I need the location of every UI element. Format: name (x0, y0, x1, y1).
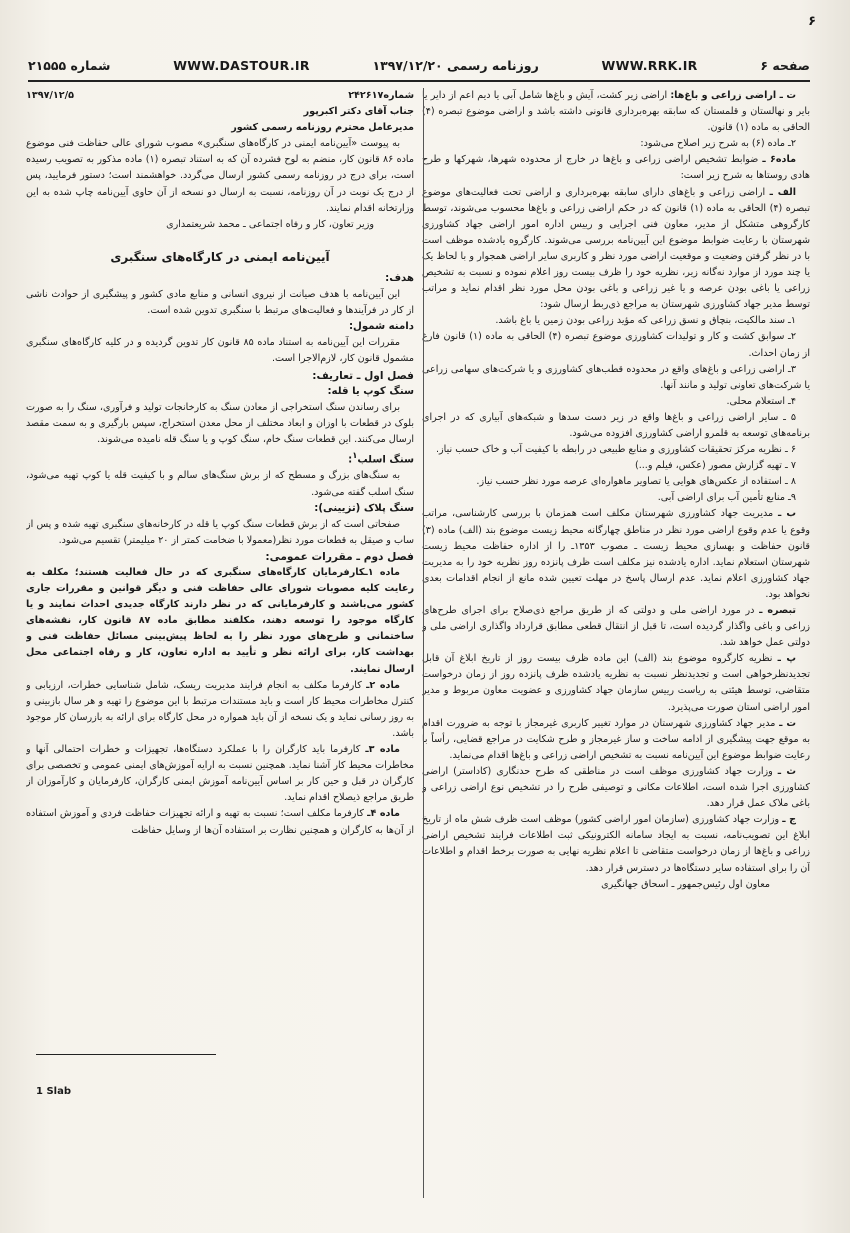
list-item: ۷ ـ تهیه گزارش مصور (عکس، فیلم و...) (634, 460, 796, 472)
footnote-marker: ۱ (352, 450, 358, 461)
right-column (422, 88, 810, 1208)
article-lead: ماده ۲ـ (366, 679, 400, 691)
paragraph-text: نظریه کارگروه موضوع بند (الف) این ماده ظرف بیست روز از تاریخ ابلاغ آن قابل تجدیدنظرخواهی است و تجدیدنظر نسبت به نظریه یادشده ظرف پانزده روز از زمان درخواست متقاضی، توسط هیئتی به ریاست رییس سازمان جهاد کشاورزی و عضویت معاون مربوط و مدیر امور اراضی استان صورت می‌پذیرد. (422, 653, 810, 713)
list-item: ۹ـ منابع تأمین آب برای اراضی آبی. (657, 492, 796, 504)
list-item: ۲ـ سوابق کشت و کار و تولیدات کشاورزی موضوع تبصره (۴) الحاقی به ماده (۱) قانون فارغ از زمان احداث. (422, 331, 810, 359)
corner-mark: ۶ (808, 14, 816, 29)
paragraph: ۲ـ ماده (۶) به شرح زیر اصلاح می‌شود: (640, 138, 796, 150)
paragraph-text: مدیریت جهاد کشاورزی شهرستان مکلف است همزمان با بررسی کارشناسی، مراتب وقوع یا عدم وقوع اراضی مورد نظر در مناطق چهارگانه محیط زیست موضوع بند (الف) ماده (۳) قانون حفاظت و بهسازی محیط زیست ـ مصوب ۱۳۵۳ـ را از اداره حفاظت محیط زیست شهرستان استعلام نماید. اداره یادشده نیز مکلف است ظرف پانزده روز نظریه خود را به مدیریت جهاد کشاورزی اعلام نماید. عدم ارسال پاسخ در مهلت تعیین شده مانع از انجام اقدامات بعدی نخواهد بود. (422, 508, 810, 600)
paragraph (422, 603, 810, 651)
paragraph (422, 88, 810, 136)
paragraph-lead: ت ـ (779, 717, 796, 729)
addressee-title: مدیرعامل محترم روزنامه رسمی کشور (231, 122, 414, 134)
document-title: آیین‌نامه ایمنی در کارگاه‌های سنگبری (110, 249, 330, 264)
paragraph (422, 764, 810, 812)
issue-number: شماره ۲۱۵۵۵ (28, 57, 111, 73)
page-number: صفحه ۶ (760, 57, 810, 73)
letter-date: ۱۳۹۷/۱۲/۵ (26, 90, 74, 101)
article-text: کارفرما مکلف به انجام فرایند مدیریت ریسک، شامل شناسایی خطرات، ارزیابی و کنترل مخاطرات محیط کار است و باید مستندات مرتبط با این موضوع را تهیه و هر سال بازبینی و به روز رسانی نماید و یک نسخه از آن باید همواره در محل کارگاه برای ارائه به بازرسان کار موجود باشد. (26, 679, 414, 739)
header-rule (28, 80, 810, 82)
article (26, 806, 414, 838)
paragraph-text: اراضی زیر کشت، آیش و باغ‌ها شامل آبی یا دیم اعم از دایر یا بایر و نهالستان و قلمستان که سابقه بهره‌برداری قانونی داشته باشد و اراضی موضوع تبصره (۴) الحاقی به ماده (۱) قانون. (422, 90, 810, 134)
article (26, 742, 414, 806)
paragraph (422, 506, 810, 603)
article (26, 565, 414, 678)
column-divider (423, 88, 424, 1198)
paragraph-lead: ث ـ (777, 765, 796, 777)
minister-signature: وزیر تعاون، کار و رفاه اجتماعی ـ محمد شریعتمداری (166, 218, 374, 230)
article-text: کارفرمایان کارگاه‌های سنگبری که در حال فعالیت هستند؛ مکلف به رعایت کلیه مصوبات شورای عالی حفاظت فنی و دیگر قوانین و مقررات جاری کشور می‌باشند و کارفرمایانی که در نظر دارند کارگاه جدیدی احداث نمایند و یا کارگاه موجود را توسعه دهند، مکلفند مطابق ماده ۸۷ قانون کار، نقشه‌های ساختمانی و طرح‌های مورد نظر را به لحاظ پیش‌بینی مسائل حفاظت فنی و بهداشت کار، برای ارائه نظر و تأیید به اداره تعاون، کار و رفاه اجتماعی محل ارسال نمایند. (26, 567, 414, 675)
section-heading: سنگ کوپ یا قله: (327, 385, 414, 397)
paragraph: به سنگ‌های بزرگ و مسطح که از برش سنگ‌های سالم و با کیفیت قله یا کوپ تهیه می‌شود، سنگ اسلب گفته می‌شود. (26, 470, 414, 498)
cover-letter-text: به پیوست «آیین‌نامه ایمنی در کارگاه‌های سنگبری» مصوب شورای عالی حفاظت فنی موضوع ماده ۸۶ قانون کار، منضم به لوح فشرده آن که به استناد تبصره (۱) ماده مذکور به تصویب رسیده است، برای درج در روزنامه رسمی کشور ارسال می‌گردد. خواهشمند است؛ دستور فرمایید، پس از درج یک نوبت در آن روزنامه، نسبت به ارسال دو نسخه از آن حاوی آیین‌نامه چاپ شده به این وزارتخانه اقدام نمایند. (26, 138, 414, 214)
letter-ref-row (26, 88, 414, 104)
site-url-left: WWW.DASTOUR.IR (173, 57, 310, 73)
list-item: ۸ ـ استفاده از عکس‌های هوایی یا تصاویر ماهواره‌ای عرصه مورد نظر حسب نیاز. (476, 476, 796, 488)
section-heading (26, 448, 414, 468)
addressee: جناب آقای دکتر اکبرپور (303, 106, 414, 118)
paragraph-text: مدیر جهاد کشاورزی شهرستان در موارد تغییر کاربری غیرمجاز با توجه به ضرورت اقدام به موقع جهت پیشگیری از ادامه ساخت و ساز غیرمجاز و طرح شکایت در مراجع قضایی، رأساً با رعایت ضوابط موضوع این آیین‌نامه نسبت به تشخیص اراضی زراعی و باغ‌ها اقدام می‌نماید. (422, 717, 810, 761)
article-text: کارفرما باید کارگران را با عملکرد دستگاه‌ها، تجهیزات و خطرات احتمالی آنها و مخاطرات محیط کار آشنا نماید. همچنین نسبت به ارایه آموزش‌های ایمنی عمومی و تخصصی برای کارگران در قبل و حین کار بر اساس آیین‌نامه آموزش ایمنی کارگران، کارفرمایان و کارآموزان از طریق مراجع ذیصلاح اقدام نماید. (26, 744, 414, 804)
left-column (26, 88, 414, 1208)
paragraph-lead: ج ـ (782, 814, 796, 826)
heading-text: سنگ اسلب (357, 454, 414, 466)
signature: معاون اول رئیس‌جمهور ـ اسحاق جهانگیری (601, 878, 770, 890)
paragraph-lead: ت ـ اراضی زراعی و باغ‌ها: (670, 90, 796, 101)
site-url-right: WWW.RRK.IR (601, 57, 698, 73)
paragraph-text: وزارت جهاد کشاورزی (سازمان امور اراضی کشور) موظف است ظرف شش ماه از تاریخ ابلاغ این تصویب‌نامه، نسبت به ایجاد سامانه الکترونیکی ثبت اطلاعات فرایند تشخیص اراضی زراعی و باغ‌ها از زمان درخواست متقاضی تا اعلام نظریه نهایی به صورت برخط اقدام و اطلاعات آن را برای استفاده سایر دستگاه‌ها در دسترس قرار دهد. (422, 814, 810, 874)
list-item: ۱ـ سند مالکیت، بنچاق و نسق زراعی که مؤید زراعی بودن زمین یا باغ باشد. (495, 315, 796, 327)
page-header (28, 52, 810, 78)
footnote-rule (36, 1054, 216, 1055)
paragraph-lead: الف ـ (769, 186, 797, 198)
gazette-date: روزنامه رسمی ۱۳۹۷/۱۲/۲۰ (372, 57, 539, 73)
article-text: کارفرما مکلف است؛ نسبت به تهیه و ارائه تجهیزات حفاظت فردی و آموزش استفاده از آن‌ها به کارگران و همچنین نظارت بر استفاده آن‌ها از وسایل حفاظت (26, 808, 414, 836)
paragraph-text: اراضی زراعی و باغ‌های دارای سابقه بهره‌برداری و اراضی تحت فعالیت‌های موضوع تبصره (۴) الحاقی به ماده (۱) قانون که در حکم اراضی زراعی و باغ‌ها محسوب می‌شوند، توسط کارگروهی متشکل از مدیر، معاون فنی اجرایی و رییس اداره امور اراضی جهاد کشاورزی شهرستان با رعایت ضوابط موضوع این آیین‌نامه بررسی می‌شوند. کارگروه یادشده موظف است با در نظر گرفتن وضعیت و موقعیت اراضی مورد نظر و کاربری سایر اراضی همجوار و با لحاظ یک یا چند مورد از موارد نه‌گانه زیر، نظریه خود را ظرف بیست روز اعلام نموده و نسبت به تشخیص زراعی یا باغی بودن عرصه و یا غیر زراعی و باغی بودن محل مورد نظر اقدام نماید و مراتب توسط مدیر جهاد کشاورزی شهرستان به مراجع ذی‌ربط ارسال شود: (422, 186, 810, 311)
paragraph (422, 812, 810, 876)
paragraph-lead: ب ـ (777, 508, 797, 520)
paragraph: این آیین‌نامه با هدف صیانت از نیروی انسانی و منابع مادی کشور و پیشگیری از حوادث ناشی از کار در فرآیندها و فعالیت‌های مرتبط با سنگبری تدوین شده است. (26, 289, 414, 317)
paragraph-text: وزارت جهاد کشاورزی موظف است در مناطقی که طرح حدنگاری (کاداستر) اراضی کشاورزی اجرا شده است، اطلاعات مکانی و توصیفی طرح را در تشخیص نوع اراضی زراعی و باغی ملاک عمل قرار دهد. (422, 765, 810, 810)
paragraph-text: در مورد اراضی ملی و دولتی که از طریق مراجع ذی‌صلاح برای اجرای طرح‌های زراعی و باغی واگذار گردیده است، تا قبل از انتقال قطعی مطابق قرارداد واگذاری اراضی ملی و دولتی عمل خواهد شد. (422, 605, 810, 649)
paragraph (422, 185, 810, 314)
article-lead: ماده ۳ـ (365, 744, 400, 756)
heading-colon: : (348, 454, 353, 466)
section-heading: هدف: (385, 272, 414, 284)
letter-number: شماره۲۴۲۶۱۷ (348, 90, 414, 101)
list-item: ۴ـ استعلام محلی. (726, 395, 796, 407)
paragraph-lead: تبصره ـ (759, 605, 796, 616)
section-heading: دامنه شمول: (348, 321, 414, 333)
footnote: 1 Slab (36, 1086, 71, 1097)
article-lead: ماده ۱ـ (364, 567, 400, 579)
list-item: ۶ ـ نظریه مرکز تحقیقات کشاورزی و منابع طبیعی در رابطه با کیفیت آب و خاک حسب نیاز. (435, 444, 796, 456)
list-item: ۳ـ اراضی زراعی و باغ‌های واقع در محدوده قطب‌های کشاورزی و یا شرکت‌های سهامی زراعی یا شرکت‌های تعاونی تولید و مانند آنها. (422, 363, 810, 391)
paragraph-lead: پ ـ (777, 653, 796, 665)
paragraph (422, 651, 810, 715)
paragraph: مقررات این آیین‌نامه به استناد ماده ۸۵ قانون کار تدوین گردیده و در کلیه کارگاه‌های سنگبری مشمول قانون کار، لازم‌الاجرا است. (26, 337, 414, 365)
paragraph-text: ضوابط تشخیص اراضی زراعی و باغ‌ها در خارج از محدوده شهرها، شهرکها و طرح هادی روستاها به شرح زیر است: (422, 154, 810, 182)
paragraph (422, 152, 810, 184)
chapter-heading: فصل دوم ـ مقررات عمومی: (265, 550, 414, 563)
paragraph-lead: ماده۶ ـ (762, 154, 797, 166)
list-item: ۵ ـ سایر اراضی زراعی و باغ‌ها واقع در زیر دست سدها و شبکه‌های آبیاری که در اجرای برنامه‌های توسعه به قلمرو اراضی کشاورزی افزوده می‌شود. (422, 411, 810, 439)
section-heading: سنگ پلاک (تزیینی): (314, 502, 414, 514)
chapter-heading: فصل اول ـ تعاریف: (312, 369, 414, 382)
article (26, 678, 414, 742)
paragraph (422, 716, 810, 764)
paragraph: برای رساندن سنگ استخراجی از معادن سنگ به کارخانجات تولید و فرآوری، سنگ را به صورت بلوک در قطعات با اوزان و ابعاد مختلف از محل معدن استخراج، سپس بارگیری و به سمت مقصد ارسال می‌کنند. این قطعات سنگ خام، سنگ کوپ و یا سنگ قله نامیده می‌شوند. (26, 401, 414, 445)
paragraph: صفحاتی است که از برش قطعات سنگ کوپ یا قله در کارخانه‌های سنگبری تهیه شده و پس از ساب و صیقل به قطعات مورد نظر(معمولا با ضخامت کمتر از ۲۰ میلیمتر) تقسیم می‌شود. (26, 518, 414, 546)
article-lead: ماده ۴ـ (367, 808, 400, 820)
